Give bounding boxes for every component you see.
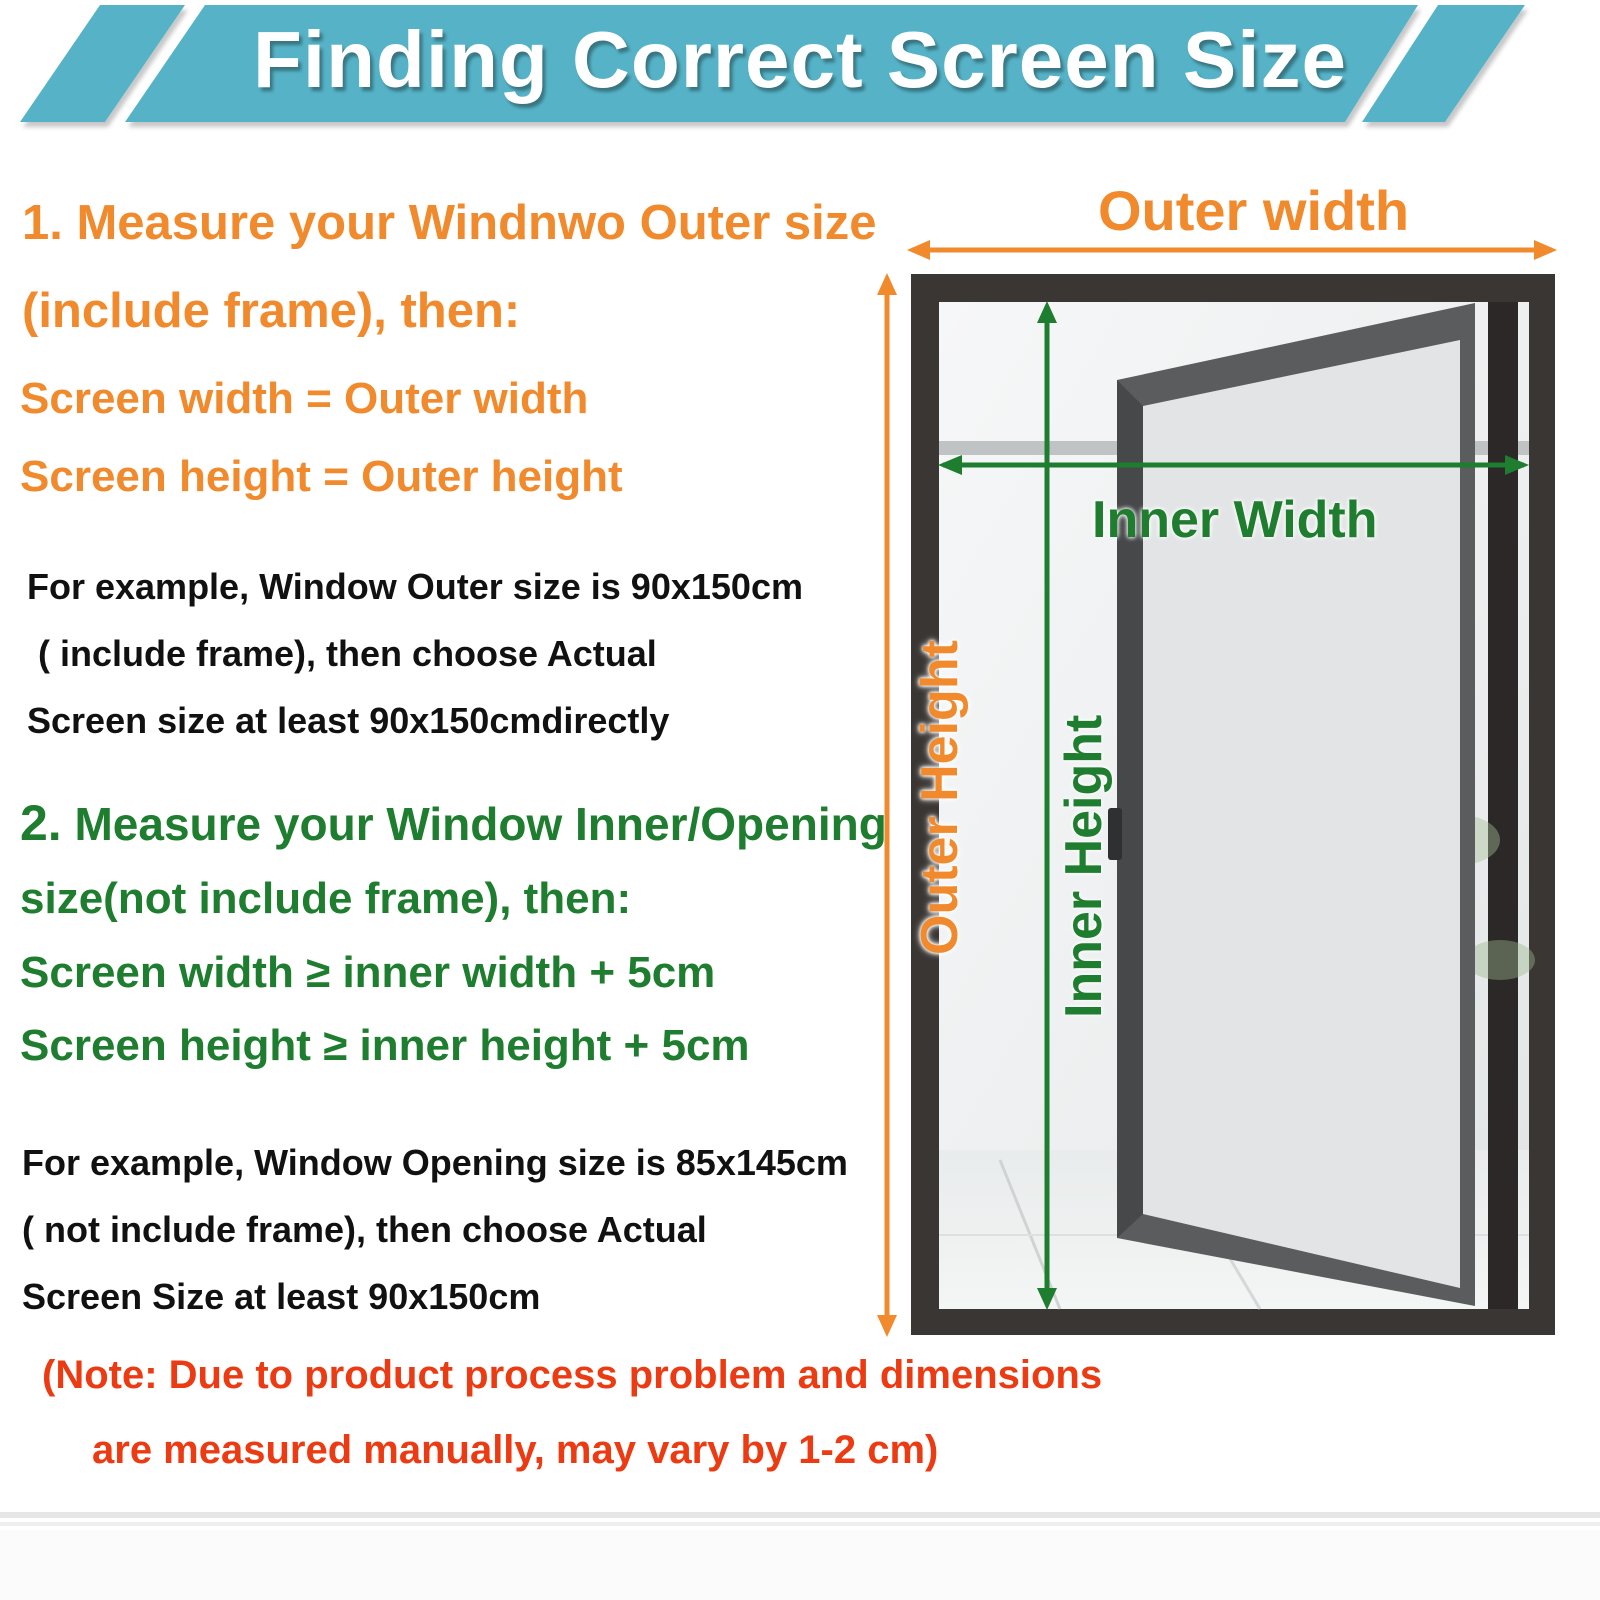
outer-example-line-3: Screen size at least 90x150cmdirectly: [27, 700, 670, 741]
inner-height-label: Inner Height: [1055, 714, 1113, 1018]
outer-height-arrow: [877, 273, 897, 1337]
inner-width-rule: Screen width ≥ inner width + 5cm: [20, 948, 716, 997]
inner-height-rule: Screen height ≥ inner height + 5cm: [20, 1021, 750, 1070]
inner-example-line-2: ( not include frame), then choose Actual: [22, 1209, 707, 1250]
outer-example-line-1: For example, Window Outer size is 90x150cm: [27, 566, 803, 607]
outer-height-label: Outer Height: [911, 640, 969, 955]
inner-method-heading-text: Measure your Window Inner/Opening: [74, 798, 887, 850]
outer-height-rule: Screen height = Outer height: [20, 452, 623, 501]
outer-method-heading: 1. Measure your Windnwo Outer size: [22, 196, 877, 250]
note-line-2: are measured manually, may vary by 1-2 cm): [92, 1428, 939, 1472]
page-title: Finding Correct Screen Size: [253, 15, 1347, 104]
note-line-1: (Note: Due to product process problem and dimensions: [42, 1353, 1103, 1397]
outer-example-line-2: ( include frame), then choose Actual: [38, 633, 657, 674]
outer-width-rule: Screen width = Outer width: [20, 374, 589, 423]
outer-width-label: Outer width: [1098, 179, 1410, 242]
inner-example-line-3: Screen Size at least 90x150cm: [22, 1276, 541, 1317]
inner-width-label: Inner Width: [1092, 491, 1378, 549]
bottom-shelf: [0, 1512, 1600, 1600]
inner-method-number: 2.: [20, 795, 62, 851]
inner-example-line-1: For example, Window Opening size is 85x145cm: [22, 1142, 848, 1183]
sash-glass: [1143, 340, 1460, 1288]
outer-width-arrow: [907, 240, 1557, 260]
right-jamb: [1488, 302, 1518, 1309]
outer-method-heading-cont: (include frame), then:: [22, 284, 521, 338]
inner-method-heading-cont: size(not include frame), then:: [20, 874, 632, 923]
